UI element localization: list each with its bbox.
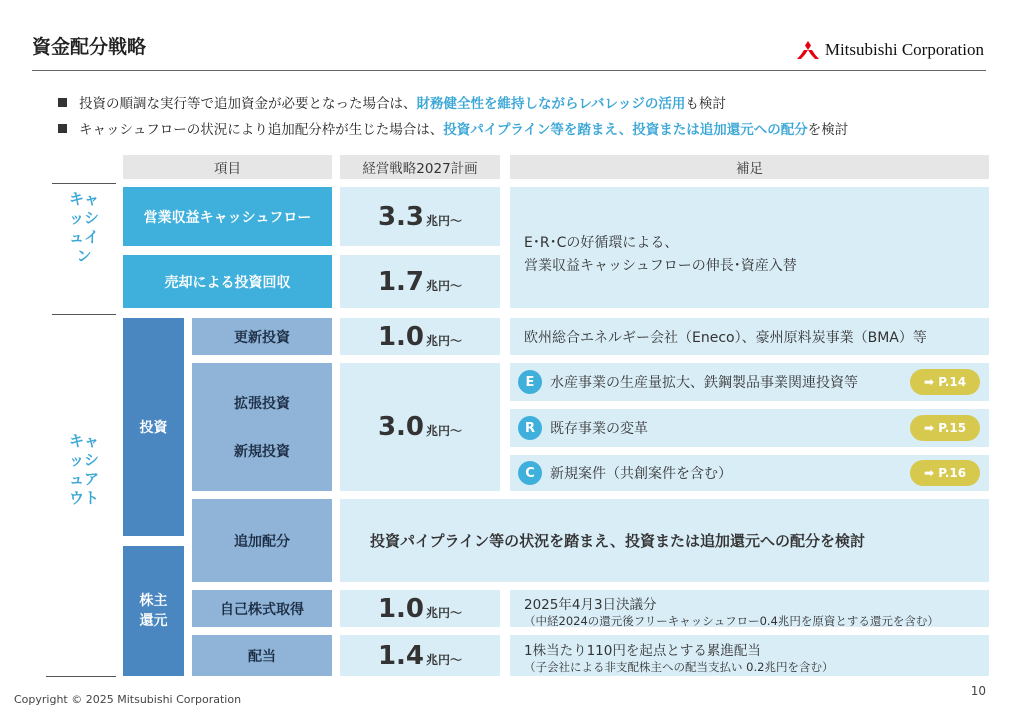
row-share-buyback: 自己株式取得 [192,590,332,627]
bullet-highlight: 投資パイプライン等を踏まえ、投資または追加還元への配分 [443,122,808,138]
value-divestment: 1.7 兆円～ [340,255,500,308]
bullet-text: キャッシュフローの状況により追加配分枠が生じた場合は、 [79,122,444,138]
page-link-p14[interactable]: ➡ P.14 [910,369,980,395]
three-diamonds-icon [797,41,819,59]
erc-row-r: R 既存事業の変革 [510,409,989,447]
new-investment-label: 新規投資 [234,444,290,460]
shareholder-return-label: 株主還元 [123,546,184,676]
cash-out-label: キャッシュアウト [68,432,99,507]
cash-in-note: E･R･Cの好循環による、 営業収益キャッシュフローの伸長･資産入替 [510,187,989,308]
bullet-1 [58,92,726,112]
arrow-right-icon: ➡ [923,466,939,480]
row-additional-allocation: 追加配分 [192,499,332,582]
renewal-note: 欧州総合エネルギー会社（Eneco）、豪州原料炭事業（BMA）等 [510,318,989,355]
investment-label: 投資 [123,318,184,536]
copyright: Copyright © 2025 Mitsubishi Corporation [14,693,242,706]
header-divider [32,70,986,71]
erc-row-c: C 新規案件（共創案件を含む） [510,455,989,491]
additional-allocation-note: 投資パイプライン等の状況を踏まえ、投資または追加還元への配分を検討 [340,499,989,582]
bullet-text: を検討 [807,122,849,138]
bullet-square-icon [58,124,67,133]
row-renewal-investment: 更新投資 [192,318,332,355]
page-title: 資金配分戦略 [32,36,147,58]
header-note: 補足 [510,155,989,179]
bullet-text: も検討 [685,96,726,112]
arrow-right-icon: ➡ [923,375,939,389]
value-operating-cf: 3.3 兆円～ [340,187,500,246]
value-dividend: 1.4 兆円～ [340,635,500,676]
letter-c-icon: C [518,461,542,485]
letter-r-icon: R [518,416,542,440]
bullet-text: 投資の順調な実行等で追加資金が必要となった場合は、 [79,96,417,112]
dividend-note: 1株当たり110円を起点とする累進配当 （子会社による非支配株主への配当支払い 0.2兆円を含む） [510,635,989,676]
row-operating-cf: 営業収益キャッシュフロー [123,187,332,246]
cash-section-divider [52,314,116,315]
bullet-square-icon [58,98,67,107]
header-item: 項目 [123,155,332,179]
value-expansion: 3.0 兆円～ [340,363,500,491]
letter-e-icon: E [518,370,542,394]
cash-out-bottom-line [46,676,116,677]
row-expansion-new-investment [192,363,332,491]
bullet-2 [58,118,848,138]
erc-row-e: E 水産事業の生産量拡大、鉄鋼製品事業関連投資等 [510,363,989,401]
row-dividend: 配当 [192,635,332,676]
cash-in-top-line [52,183,116,184]
page-number: 10 [970,684,986,698]
page-link-p15[interactable]: ➡ P.15 [910,415,980,441]
buyback-note: 2025年4月3日決議分 （中経2024の還元後フリーキャッシュフロー0.4兆円を原資とする還元を含む） [510,590,989,627]
page-link-p16[interactable]: ➡ P.16 [910,460,980,486]
value-renewal: 1.0 兆円～ [340,318,500,355]
logo-text: Mitsubishi Corporation [824,40,984,59]
cash-in-label: キャッシュイン [68,190,99,265]
row-divestment: 売却による投資回収 [123,255,332,308]
company-logo [797,40,984,60]
arrow-right-icon: ➡ [923,421,939,435]
expansion-investment-label: 拡張投資 [234,396,290,412]
value-buyback: 1.0 兆円～ [340,590,500,627]
bullet-highlight: 財務健全性を維持しながらレバレッジの活用 [416,96,686,112]
header-plan: 経営戦略2027計画 [340,155,500,179]
